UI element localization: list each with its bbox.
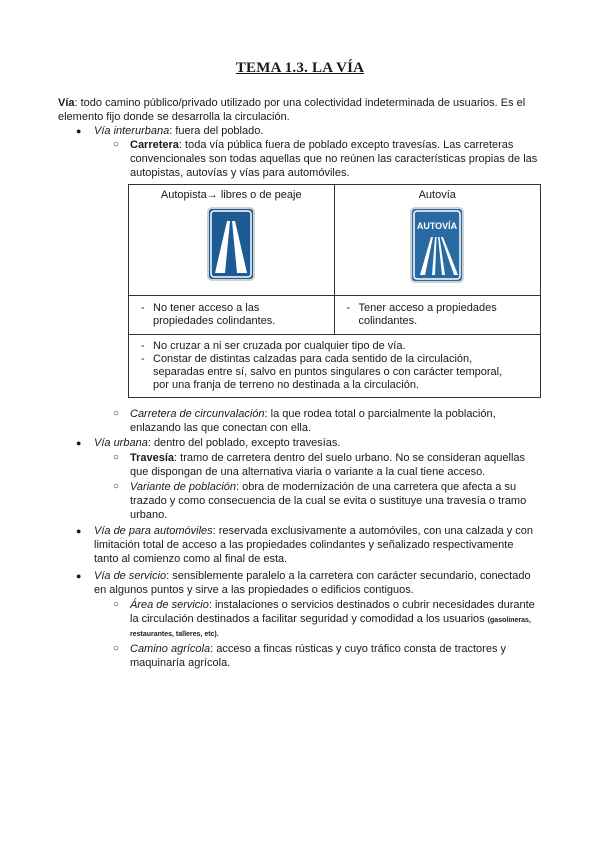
carretera-term: Carretera bbox=[130, 139, 179, 151]
autopista-header: Autopista→ libres o de peaje bbox=[160, 189, 302, 201]
servicio-line-1 bbox=[94, 569, 531, 583]
servicio-term: Vía de servicio bbox=[94, 570, 167, 582]
bullet-dot: ● bbox=[76, 126, 82, 136]
intro-line-1 bbox=[58, 96, 525, 110]
urbana-line bbox=[94, 436, 340, 450]
interurbana-line bbox=[94, 124, 263, 138]
sub-bullet-circle: ○ bbox=[113, 139, 120, 150]
carretera-line-2: convencionales son todas aquellas que no reúnen las características propias de las bbox=[130, 153, 538, 165]
carretera-text-1: : toda vía pública fuera de poblado excepto travesías. Las carreteras bbox=[178, 139, 514, 151]
autovia-feature-l2: colindantes. bbox=[358, 315, 418, 327]
autopista-header-cell bbox=[129, 185, 335, 296]
travesia-text-1: : tramo de carretera dentro del suelo urbano. No se consideran aquellas bbox=[174, 452, 526, 464]
area-small-2: restaurantes, talleres, etc). bbox=[130, 631, 219, 638]
carretera-line-3: autopistas, autovías y vías para automóviles. bbox=[130, 167, 350, 179]
common-feature-2-l2: separadas entre sí, salvo en puntos singulares o con carácter temporal, bbox=[153, 366, 503, 378]
agricola-line-2: maquinaría agrícola. bbox=[130, 657, 231, 669]
intro-term: Vía bbox=[58, 97, 75, 109]
urbana-text: : dentro del poblado, excepto travesías. bbox=[147, 437, 341, 449]
intro-text-1: : todo camino público/privado utilizado por una colectividad indeterminada de usuarios. Es el bbox=[74, 97, 526, 109]
area-line-3 bbox=[130, 626, 219, 642]
variante-line-2: trazado y como consecuencia de la cual se evita o sustituye una travesía o tramo bbox=[130, 495, 527, 507]
agricola-line-1 bbox=[130, 642, 506, 656]
common-feature-1: No cruzar a ni ser cruzada por cualquier tipo de vía. bbox=[153, 340, 406, 352]
travesia-line-1 bbox=[130, 451, 525, 465]
circunvalacion-line-1 bbox=[130, 407, 496, 421]
carretera-line-1 bbox=[130, 138, 513, 152]
area-text-1: : instalaciones o servicios destinados o cubrir necesidades durante bbox=[208, 599, 535, 611]
travesia-term: Travesía bbox=[130, 452, 175, 464]
bullet-dot: ● bbox=[76, 526, 82, 536]
travesia-line-2: que dispongan de una alternativa viaria o variante a la cual tiene acceso. bbox=[130, 466, 486, 478]
common-feature-2-l1: Constar de distintas calzadas para cada sentido de la circulación, bbox=[153, 353, 473, 365]
sub-bullet-circle: ○ bbox=[113, 481, 120, 492]
sub-bullet-circle: ○ bbox=[113, 408, 120, 419]
automoviles-line-2: limitación total de acceso a las propiedades colindantes y señalizado respectivamente bbox=[94, 539, 514, 551]
autopista-sign-icon bbox=[207, 207, 255, 281]
circunvalacion-text-1: : la que rodea total o parcialmente la población, bbox=[264, 408, 496, 420]
area-line-1 bbox=[130, 598, 535, 612]
autovia-header-cell bbox=[334, 185, 541, 296]
sub-bullet-circle: ○ bbox=[113, 452, 120, 463]
servicio-text-1: : sensiblemente paralelo a la carretera con carácter secundario, conectado bbox=[166, 570, 531, 582]
bullet-dot: ● bbox=[76, 571, 82, 581]
automoviles-term: Vía de para automóviles bbox=[94, 525, 213, 537]
autovia-header: Autovía bbox=[418, 189, 456, 201]
agricola-term: Camino agrícola bbox=[130, 643, 211, 655]
page-title: TEMA 1.3. LA VÍA bbox=[235, 60, 365, 76]
common-features-cell: - No cruzar a ni ser cruzada por cualquier tipo de vía. - Constar de distintas calzadas para cada sentido de la circulación, separadas entre sí, salvo en puntos singulares o con carácter temporal, por una franja de terreno no destinada a la circulación. bbox=[129, 335, 541, 398]
circunvalacion-line-2: enlazando las que conectan con ella. bbox=[130, 422, 312, 434]
automoviles-line-3: tanto al comienzo como al final de esta. bbox=[94, 553, 288, 565]
automoviles-text-1: : reservada exclusivamente a automóviles, con una calzada y con bbox=[212, 525, 534, 537]
agricola-text-1: : acceso a fincas rústicas y cuyo tráfico consta de tractores y bbox=[210, 643, 506, 655]
autovia-sign-text: AUTOVÍA bbox=[417, 221, 458, 231]
area-small-1: (gasolineras, bbox=[487, 617, 531, 624]
autopista-feature-l2: propiedades colindantes. bbox=[153, 315, 276, 327]
area-text-2: la circulación destinados a facilitar seguridad y comodidad a los usuarios bbox=[130, 613, 485, 625]
sub-bullet-circle: ○ bbox=[113, 599, 120, 610]
area-term: Área de servicio bbox=[130, 599, 209, 611]
urbana-term: Vía urbana bbox=[94, 437, 148, 449]
autovia-feature-cell: - Tener acceso a propiedades colindantes. bbox=[334, 296, 541, 335]
circunvalacion-term: Carretera de circunvalación bbox=[130, 408, 265, 420]
intro-line-2: elemento fijo donde se desarrolla la circulación. bbox=[58, 111, 290, 123]
variante-term: Variante de población bbox=[130, 481, 237, 493]
automoviles-line-1 bbox=[94, 524, 533, 538]
variante-text-1: : obra de modernización de una carretera que afecta a su bbox=[236, 481, 517, 493]
common-feature-2-l3: por una franja de terreno no destinada a la circulación. bbox=[153, 379, 420, 391]
servicio-line-2: en algunos puntos y sirve a las propiedades o edificios contiguos. bbox=[94, 584, 414, 596]
comparison-table bbox=[128, 184, 541, 398]
interurbana-text: : fuera del poblado. bbox=[169, 125, 264, 137]
variante-line-1 bbox=[130, 480, 516, 494]
autovia-sign-icon bbox=[410, 207, 464, 283]
autovia-feature-l1: Tener acceso a propiedades bbox=[358, 302, 497, 314]
bullet-dot: ● bbox=[76, 438, 82, 448]
autopista-feature-cell: - No tener acceso a las propiedades colindantes. bbox=[129, 296, 335, 335]
interurbana-term: Vía interurbana bbox=[94, 125, 170, 137]
variante-line-3: urbano. bbox=[130, 509, 168, 521]
autopista-feature-l1: No tener acceso a las bbox=[153, 302, 260, 314]
sub-bullet-circle: ○ bbox=[113, 643, 120, 654]
